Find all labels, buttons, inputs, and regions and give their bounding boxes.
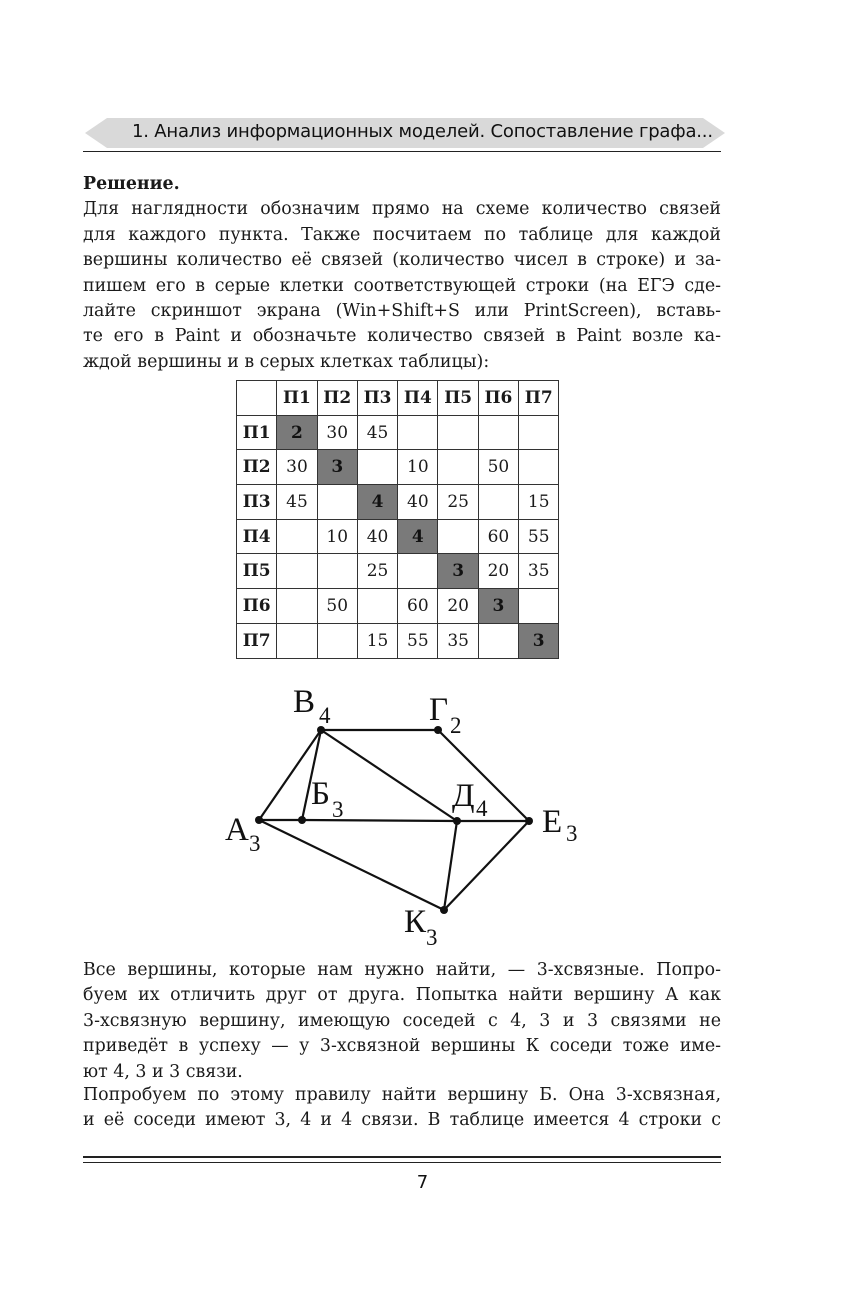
edge-d-k bbox=[444, 821, 457, 910]
degree-cell: 4 bbox=[357, 485, 397, 520]
table-cell: 45 bbox=[277, 485, 317, 520]
table-cell: 40 bbox=[398, 485, 438, 520]
table-cell: 15 bbox=[357, 623, 397, 658]
vertex-degree-d: 4 bbox=[476, 796, 488, 821]
table-cell: 50 bbox=[317, 589, 357, 624]
table-cell bbox=[277, 589, 317, 624]
solution-line: лайте скриншот экрана (Win+Shift+S или PrintScreen), вставь- bbox=[83, 300, 721, 321]
table-cell: 55 bbox=[519, 519, 559, 554]
table-cell bbox=[317, 485, 357, 520]
paragraph-line: Попробуем по этому правилу найти вершину Б. Она 3-хсвязная, bbox=[83, 1085, 721, 1105]
row-header: П6 bbox=[237, 589, 277, 624]
table-cell: 30 bbox=[277, 450, 317, 485]
paragraph-line: 3-хсвязную вершину, имеющую соседей с 4, 3 и 3 связями не bbox=[83, 1010, 721, 1031]
degree-cell: 3 bbox=[478, 589, 518, 624]
table-cell bbox=[478, 485, 518, 520]
running-header-title: 1. Анализ информационных моделей. Сопоставление графа... bbox=[132, 121, 713, 142]
table-cell: 45 bbox=[357, 415, 397, 450]
vertex-degree-k: 3 bbox=[426, 925, 438, 950]
table-cell: 25 bbox=[357, 554, 397, 589]
table-cell: 60 bbox=[478, 519, 518, 554]
table-cell bbox=[398, 415, 438, 450]
node-d bbox=[453, 817, 461, 825]
solution-paragraph: Решение. Для наглядности обозначим прямо на схеме количество связей для каждого пункта. Также посчитаем по таблице для каждой вершины количество её связей (количество чисел в строке) и за- пишем его в серые клетки соответствующей строки (на ЕГЭ сде- лайте скриншот экрана (Win+Shift+S или PrintScreen), вставь- те его в Paint и обозначьте количество связей в Paint возле ка- ждой вершины и в серых клетках таблицы): bbox=[83, 172, 721, 375]
edge-b-d bbox=[302, 820, 457, 821]
table-cell bbox=[317, 554, 357, 589]
table-cell: 60 bbox=[398, 589, 438, 624]
table-cell bbox=[438, 450, 478, 485]
solution-line: ждой вершины и в серых клетках таблицы): bbox=[83, 351, 490, 372]
degree-cell: 2 bbox=[277, 415, 317, 450]
footer-rule-thin bbox=[83, 1162, 721, 1163]
paragraph-find-b bbox=[83, 1083, 721, 1134]
table-cell bbox=[438, 519, 478, 554]
table-cell bbox=[357, 450, 397, 485]
solution-line: пишем его в серые клетки соответствующей строки (на ЕГЭ сде- bbox=[83, 275, 721, 296]
paragraph-line: Все вершины, которые нам нужно найти, — 3-хсвязные. Попро- bbox=[83, 960, 721, 980]
vertex-degree-e: 3 bbox=[566, 821, 578, 846]
table-cell bbox=[519, 450, 559, 485]
table-row bbox=[237, 415, 559, 450]
table-row bbox=[237, 589, 559, 624]
node-a bbox=[255, 816, 263, 824]
table-cell: 10 bbox=[317, 519, 357, 554]
solution-line: те его в Paint и обозначьте количество связей в Paint возле ка- bbox=[83, 326, 721, 347]
solution-line: для каждого пункта. Также посчитаем по таблице для каждой bbox=[83, 224, 721, 245]
table-cell bbox=[277, 623, 317, 658]
table-cell bbox=[519, 415, 559, 450]
table-cell bbox=[398, 554, 438, 589]
table-corner-cell bbox=[237, 381, 277, 416]
table-cell bbox=[277, 554, 317, 589]
page-number: 7 bbox=[416, 1172, 429, 1193]
solution-heading: Решение bbox=[83, 174, 174, 194]
vertex-degree-v: 4 bbox=[319, 703, 331, 728]
vertex-degree-a: 3 bbox=[249, 831, 261, 856]
degree-cell: 3 bbox=[519, 623, 559, 658]
column-header: П6 bbox=[478, 381, 518, 416]
vertex-degree-g: 2 bbox=[450, 713, 462, 738]
table-cell: 50 bbox=[478, 450, 518, 485]
row-header: П1 bbox=[237, 415, 277, 450]
adjacency-table bbox=[236, 380, 559, 659]
vertex-letter-a: А bbox=[225, 812, 249, 848]
column-header: П5 bbox=[438, 381, 478, 416]
table-cell bbox=[478, 415, 518, 450]
table-cell: 35 bbox=[519, 554, 559, 589]
table-cell bbox=[519, 589, 559, 624]
table-cell: 40 bbox=[357, 519, 397, 554]
solution-line: Для наглядности обозначим прямо на схеме количество связей bbox=[83, 199, 721, 220]
table-cell bbox=[277, 519, 317, 554]
header-rule bbox=[83, 151, 721, 152]
edge-a-k bbox=[259, 820, 444, 910]
table-cell: 25 bbox=[438, 485, 478, 520]
table-cell bbox=[438, 415, 478, 450]
paragraph-line: ют 4, 3 и 3 связи. bbox=[83, 1061, 243, 1082]
table-row bbox=[237, 450, 559, 485]
paragraph-line: буем их отличить друг от друга. Попытка найти вершину А как bbox=[83, 985, 721, 1006]
column-header: П3 bbox=[357, 381, 397, 416]
row-header: П4 bbox=[237, 519, 277, 554]
vertex-letter-v: В bbox=[293, 684, 316, 720]
table-cell: 30 bbox=[317, 415, 357, 450]
table-cell bbox=[317, 623, 357, 658]
paragraph-line: приведёт в успеху — у 3-хсвязной вершины К соседи тоже име- bbox=[83, 1036, 721, 1057]
degree-cell: 3 bbox=[438, 554, 478, 589]
footer-rule-thick bbox=[83, 1156, 721, 1158]
table-cell: 20 bbox=[438, 589, 478, 624]
solution-line: вершины количество её связей (количество чисел в строке) и за- bbox=[83, 250, 721, 271]
vertex-letter-b: Б bbox=[311, 776, 330, 812]
row-header: П7 bbox=[237, 623, 277, 658]
node-b bbox=[298, 816, 306, 824]
table-cell bbox=[357, 589, 397, 624]
row-header: П2 bbox=[237, 450, 277, 485]
node-k bbox=[440, 906, 448, 914]
table-cell: 10 bbox=[398, 450, 438, 485]
column-header: П7 bbox=[519, 381, 559, 416]
degree-cell: 4 bbox=[398, 519, 438, 554]
table-row bbox=[237, 623, 559, 658]
paragraph-three-connected bbox=[83, 958, 721, 1085]
vertex-letter-d: Д bbox=[452, 778, 475, 814]
table-cell: 15 bbox=[519, 485, 559, 520]
row-header: П5 bbox=[237, 554, 277, 589]
table-header-row bbox=[237, 381, 559, 416]
graph-diagram bbox=[215, 680, 615, 955]
edge-e-k bbox=[444, 821, 529, 910]
column-header: П1 bbox=[277, 381, 317, 416]
table-cell: 35 bbox=[438, 623, 478, 658]
table-cell: 20 bbox=[478, 554, 518, 589]
table-cell bbox=[478, 623, 518, 658]
vertex-letter-e: Е bbox=[542, 804, 563, 840]
table-row bbox=[237, 519, 559, 554]
table-row bbox=[237, 485, 559, 520]
vertex-letter-g: Г bbox=[429, 692, 449, 728]
paragraph-line: и её соседи имеют 3, 4 и 4 связи. В таблице имеется 4 строки с bbox=[83, 1110, 721, 1131]
vertex-letter-k: К bbox=[404, 904, 427, 940]
table-cell: 55 bbox=[398, 623, 438, 658]
node-e bbox=[525, 817, 533, 825]
degree-cell: 3 bbox=[317, 450, 357, 485]
column-header: П2 bbox=[317, 381, 357, 416]
table-row bbox=[237, 554, 559, 589]
row-header: П3 bbox=[237, 485, 277, 520]
vertex-degree-b: 3 bbox=[332, 797, 344, 822]
column-header: П4 bbox=[398, 381, 438, 416]
